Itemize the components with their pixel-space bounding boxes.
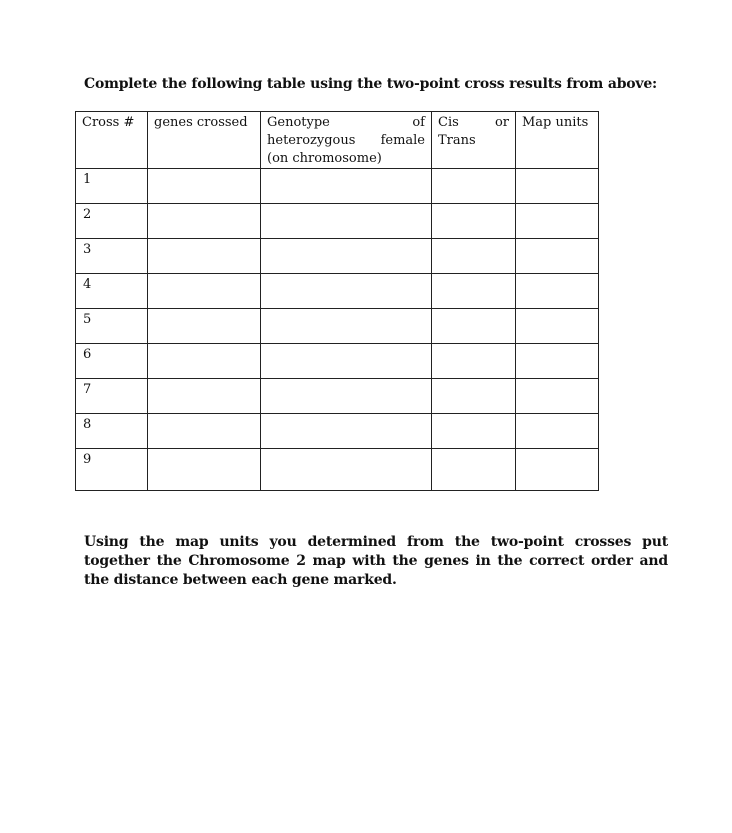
cis-trans-cell[interactable]	[432, 379, 516, 414]
chromosome-map-instruction: Using the map units you determined from the two-point crosses put together the Chromosome 2 map with the genes in the correct order and the distance between each gene marked.	[84, 534, 668, 588]
header-genes-crossed: genes crossed	[148, 112, 261, 169]
table-row	[76, 449, 599, 491]
table-row	[76, 204, 599, 239]
cross-number-cell: 9	[76, 449, 148, 491]
genotype-line-3: (on chromosome)	[267, 151, 382, 166]
genes-crossed-cell[interactable]	[148, 379, 261, 414]
table-row	[76, 309, 599, 344]
table-row	[76, 414, 599, 449]
genotype-cell[interactable]	[261, 204, 432, 239]
cis-trans-cell[interactable]	[432, 309, 516, 344]
cross-number-cell: 6	[76, 344, 148, 379]
cross-number-cell: 5	[76, 309, 148, 344]
genes-crossed-cell[interactable]	[148, 204, 261, 239]
cis-trans-cell[interactable]	[432, 239, 516, 274]
table-header-row	[76, 112, 599, 169]
genes-crossed-cell[interactable]	[148, 344, 261, 379]
table-row	[76, 274, 599, 309]
map-units-cell[interactable]	[516, 274, 599, 309]
cis-line-1: Cis or	[438, 115, 509, 130]
header-cross-number: Cross #	[76, 112, 148, 169]
map-units-cell[interactable]	[516, 379, 599, 414]
header-cis-or-trans	[432, 112, 516, 169]
cis-line-2: Trans	[438, 133, 476, 148]
cis-trans-cell[interactable]	[432, 449, 516, 491]
genes-crossed-cell[interactable]	[148, 449, 261, 491]
map-units-cell[interactable]	[516, 414, 599, 449]
genotype-line-2: heterozygous female	[267, 133, 425, 148]
table-row	[76, 169, 599, 204]
map-units-cell[interactable]	[516, 204, 599, 239]
map-units-cell[interactable]	[516, 344, 599, 379]
genes-crossed-cell[interactable]	[148, 239, 261, 274]
cross-number-cell: 3	[76, 239, 148, 274]
table-instruction: Complete the following table using the two-point cross results from above:	[84, 76, 658, 92]
header-genotype	[261, 112, 432, 169]
genotype-line-1: Genotype of	[267, 115, 425, 130]
cis-trans-cell[interactable]	[432, 274, 516, 309]
genotype-cell[interactable]	[261, 414, 432, 449]
two-point-cross-table	[75, 111, 599, 491]
table-row	[76, 239, 599, 274]
table-row	[76, 379, 599, 414]
genes-crossed-cell[interactable]	[148, 309, 261, 344]
genotype-cell[interactable]	[261, 309, 432, 344]
cis-trans-cell[interactable]	[432, 204, 516, 239]
map-units-cell[interactable]	[516, 309, 599, 344]
genes-crossed-cell[interactable]	[148, 274, 261, 309]
table-row	[76, 344, 599, 379]
cis-trans-cell[interactable]	[432, 169, 516, 204]
cross-number-cell: 8	[76, 414, 148, 449]
map-units-cell[interactable]	[516, 239, 599, 274]
cis-trans-cell[interactable]	[432, 414, 516, 449]
cross-number-cell: 7	[76, 379, 148, 414]
genotype-cell[interactable]	[261, 239, 432, 274]
cross-number-cell: 1	[76, 169, 148, 204]
genotype-cell[interactable]	[261, 379, 432, 414]
genotype-cell[interactable]	[261, 344, 432, 379]
cis-trans-cell[interactable]	[432, 344, 516, 379]
cross-number-cell: 2	[76, 204, 148, 239]
genotype-cell[interactable]	[261, 449, 432, 491]
genotype-cell[interactable]	[261, 274, 432, 309]
header-map-units: Map units	[516, 112, 599, 169]
genes-crossed-cell[interactable]	[148, 169, 261, 204]
cross-number-cell: 4	[76, 274, 148, 309]
map-units-cell[interactable]	[516, 449, 599, 491]
genes-crossed-cell[interactable]	[148, 414, 261, 449]
map-units-cell[interactable]	[516, 169, 599, 204]
genotype-cell[interactable]	[261, 169, 432, 204]
